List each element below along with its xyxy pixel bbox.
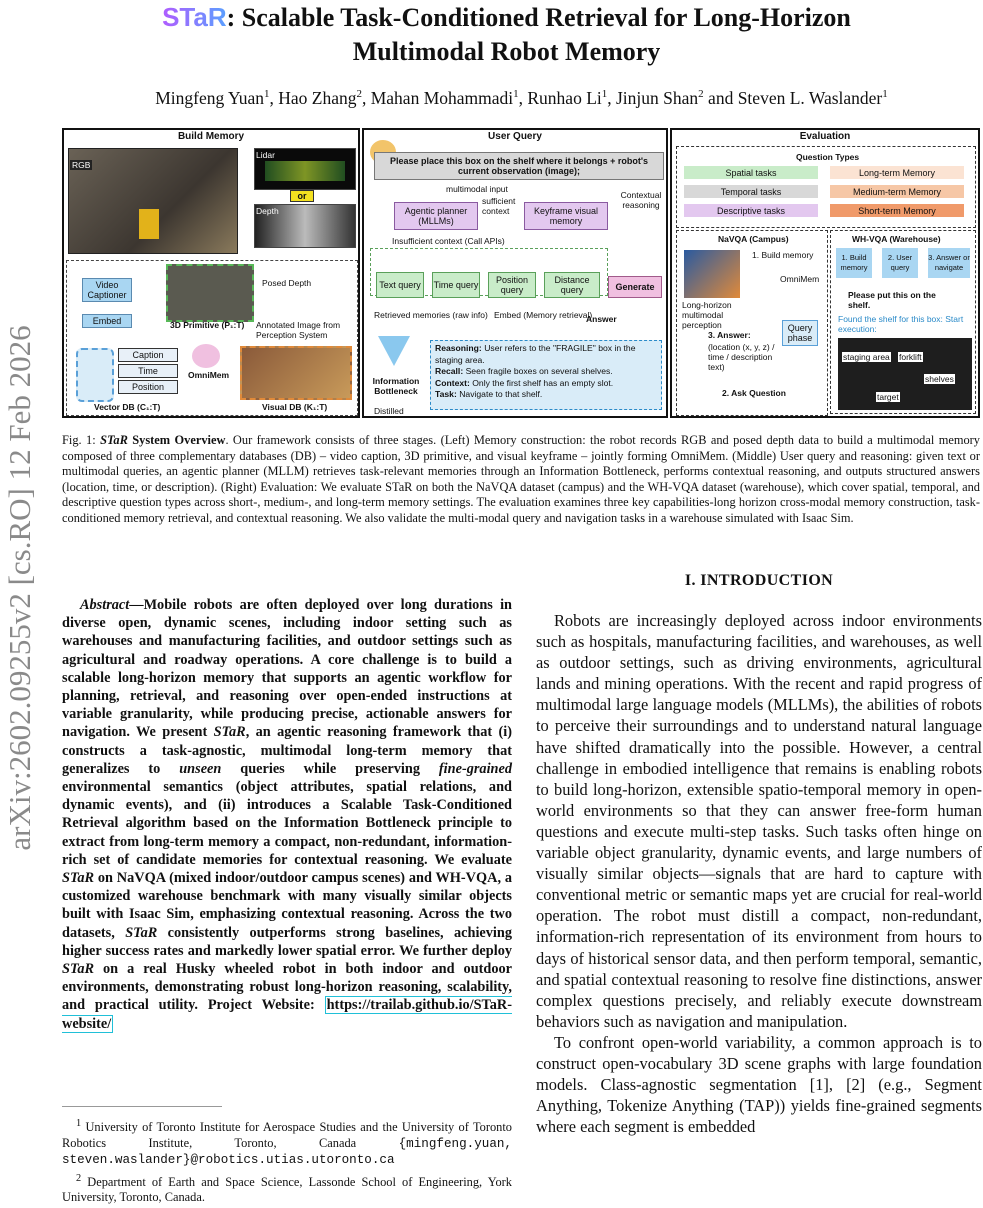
footnote-rule xyxy=(62,1106,222,1107)
affiliation-mark: 1 xyxy=(601,88,608,100)
evaluation-panel xyxy=(670,128,980,418)
author: Mingfeng Yuan xyxy=(155,87,264,108)
funnel-icon xyxy=(378,336,410,366)
navqa-label: NaVQA (Campus) xyxy=(718,234,789,244)
intro-paragraph-2: To confront open-world variability, a common approach is to construct open-vocabulary 3D scene graphs with large foundation models. Class-agnostic segmentation [1], [2] (e.g., Segment Anything, Tokenize Anything (TAP)) yields fine-grained segments where each segment is embedded xyxy=(536,1032,982,1137)
query-phase-box: Query phase xyxy=(782,320,818,346)
or-badge: or xyxy=(290,190,314,202)
rgb-image-stack xyxy=(68,148,238,254)
figure-1 xyxy=(62,128,980,420)
affiliation-mark: 1 xyxy=(263,88,270,100)
recall-label: Recall: xyxy=(435,366,464,376)
right-column xyxy=(536,570,982,1137)
omnimem-label: OmniMem xyxy=(188,370,230,380)
multimodal-input-label: multimodal input xyxy=(446,184,508,194)
star-name: STaR xyxy=(125,924,158,941)
title-line1: : Scalable Task-Conditioned Retrieval for Long-Horizon xyxy=(226,3,851,32)
query-text-box: Please place this box on the shelf where it belongs + robot's current observation (image); xyxy=(374,152,664,180)
star-name: STaR xyxy=(62,870,95,887)
agentic-planner-box: Agentic planner (MLLMs) xyxy=(394,202,478,230)
spatial-tasks-box: Spatial tasks xyxy=(684,166,818,179)
long-term-box: Long-term Memory xyxy=(830,166,964,179)
3d-primitive-image xyxy=(166,264,254,322)
footnote-1: $^1$ University of Toronto Institute for Aerospace Studies and the University of Toronto Robotics Institute, Toronto, Canada {mingfeng.yuan, steven.waslander}@robotics.utias.utoronto.ca xyxy=(62,1118,512,1168)
evaluation-title: Evaluation xyxy=(799,131,851,142)
put-this-label: Please put this on the shelf. xyxy=(848,290,936,310)
caption-name: STaR xyxy=(100,433,128,447)
footnote-2: $^2$ Department of Earth and Space Science, Lassonde School of Engineering, York University, Toronto, Canada. xyxy=(62,1172,512,1205)
task-label: Task: xyxy=(435,389,457,399)
build-memory-step: 1. Build memory xyxy=(752,250,814,260)
distance-query-box: Distance query xyxy=(544,272,600,298)
left-column xyxy=(62,596,512,1033)
caption-field: Caption xyxy=(118,348,178,362)
figure-caption xyxy=(62,433,980,527)
video-captioner-box: Video Captioner xyxy=(82,278,132,302)
answer-label: Answer xyxy=(586,314,617,324)
reasoning-box xyxy=(430,340,662,410)
position-field: Position xyxy=(118,380,178,394)
answer-step: 3. Answer: xyxy=(708,330,751,340)
build-memory-title: Build Memory xyxy=(177,131,245,142)
user-query-title: User Query xyxy=(488,131,542,142)
brain-icon xyxy=(192,344,220,368)
abstract: Abstract—Mobile robots are often deployed over long durations in diverse open, dynamic scenes, including indoor setting such as warehouses and manufacturing facilities, and outdoor settings such as agricultural and roadway operations. A core challenge is to build a scalable long-horizon memory that supports an agentic workflow for planning, retrieval, and reasoning over open-ended instructions at variable granularity, while producing precise, actionable answers for navigation. We present STaR, an agentic reasoning framework that (i) constructs a task-agnostic, multimodal long-term memory that generalizes to unseen queries while preserving fine-grained environmental semantics (object attributes, spatial relations, and dynamic events), and (ii) introduces a Scalable Task-Conditioned Retrieval algorithm based on the Information Bottleneck principle to extract from long-term memory a compact, non-redundant, information-rich set of candidate memories for contextual reasoning. We evaluate STaR on NaVQA (mixed indoor/outdoor campus scenes) and WH-VQA, a customized warehouse benchmark with many visually similar objects built with Isaac Sim, emphasizing contextual reasoning. Across the two datasets, STaR consistently outperforms strong baselines, achieving higher success rates and markedly lower spatial error. We further deploy STaR on a real Husky wheeled robot in both indoor and outdoor environments, demonstrating robust long-horizon reasoning, scalability, and practical utility. Project Website: https://trailab.github.io/STaR-website/ xyxy=(62,597,512,1032)
star-name: STaR xyxy=(62,961,95,978)
intro-paragraph-1: Robots are increasingly deployed across indoor environments such as hospitals, manufacturing facilities, and warehouses, as well as outdoor settings, such as driving environments, agricultural lands and mining operations. With the recent and rapid progress of multimodal large language models (MLLMs), the abilities of robots to perceive their surroundings and to understand natural language have shifted dramatically into the possible. However, a central challenge in embodied intelligence that remains is enabling robots to build long-horizon, extensible spatio-temporal memory in open-world environments so that they can answer free-form human questions and execute multi-step tasks. Such tasks often hinge on variable object granularity, dynamic events, and large numbers of visually similar objects—signals that are hard to capture with conventional metric or semantic maps yet are crucial for real-world operation. The robot must distill a compact, non-redundant, information-rich representation of its environment from hours to days of historical sensor data, and then perform temporal, semantic, and spatial contextual reasoning to resolve fine distinctions, answer complex questions precisely, and reliably execute downstream behaviors such as navigation and manipulation. xyxy=(536,611,982,1031)
wh-step-1: 1. Build memory xyxy=(836,248,872,278)
posed-depth-label: Posed Depth xyxy=(262,278,312,288)
author: Steven L. Waslander xyxy=(737,87,883,108)
distilled-label: Distilled xyxy=(374,406,404,416)
author: Jinjun Shan xyxy=(616,87,699,108)
caption-name-rest: System Overview xyxy=(127,433,226,447)
descriptive-tasks-box: Descriptive tasks xyxy=(684,204,818,217)
forklift-icon xyxy=(139,209,159,239)
3d-primitive-label: 3D Primitive (P₁:T) xyxy=(170,320,245,330)
build-memory-panel xyxy=(62,128,360,418)
omnimem-eval-label: OmniMem xyxy=(780,274,820,284)
wh-step-3: 3. Answer or navigate xyxy=(928,248,970,278)
title-brand: STaR xyxy=(162,2,227,32)
affiliation-mark: 1 xyxy=(513,88,519,100)
task-text: Navigate to that shelf. xyxy=(459,389,543,399)
temporal-tasks-box: Temporal tasks xyxy=(684,185,818,198)
insufficient-context-label: Insufficient context (Call APIs) xyxy=(392,236,505,246)
position-query-box: Position query xyxy=(488,272,536,298)
recall-text: Seen fragile boxes on several shelves. xyxy=(465,366,613,376)
author: Hao Zhang xyxy=(278,87,357,108)
project-website-link[interactable]: https://trailab.github.io/STaR-website/ xyxy=(62,997,512,1032)
affiliation-mark: 2 xyxy=(356,88,362,100)
generate-box: Generate xyxy=(608,276,662,298)
author-emails: {mingfeng.yuan, steven.waslander}@robotics.utias.utoronto.ca xyxy=(62,1136,512,1168)
context-text: Only the first shelf has an empty slot. xyxy=(472,377,614,388)
target-label: target xyxy=(877,392,899,402)
embed-memory-label: Embed (Memory retrieval) xyxy=(494,310,593,320)
whvqa-label: WH-VQA (Warehouse) xyxy=(852,234,941,244)
shelves-label: shelves xyxy=(925,374,954,384)
visual-db-label: Visual DB (K₁:T) xyxy=(262,402,328,412)
found-shelf-label: Found the shelf for this box: Start execution: xyxy=(838,314,964,334)
rgb-label: RGB xyxy=(72,160,91,170)
depth-label: Depth xyxy=(256,206,279,216)
long-horizon-label: Long-horizon multimodal perception xyxy=(682,300,732,330)
footnotes xyxy=(62,1116,512,1208)
staging-area-label: staging area xyxy=(843,352,890,362)
campus-image-stack xyxy=(684,250,740,298)
retrieved-memories-label: Retrieved memories (raw info) xyxy=(374,310,488,320)
author: Mahan Mohammadi xyxy=(370,87,514,108)
reasoning-label: Reasoning: xyxy=(435,343,482,353)
star-name: STaR xyxy=(213,724,246,741)
user-query-panel xyxy=(362,128,668,418)
embed-box: Embed xyxy=(82,314,132,328)
lidar-label: Lidar xyxy=(256,150,275,160)
reasoning-text: User refers to the "FRAGILE" box in the staging area. xyxy=(435,343,636,365)
database-icon xyxy=(76,348,114,402)
forklift-label: forklift xyxy=(899,352,922,362)
ask-question-step: 2. Ask Question xyxy=(722,388,786,398)
medium-term-box: Medium-term Memory xyxy=(830,185,964,198)
author-list: Mingfeng Yuan$^1$, Hao Zhang$^2$, Mahan Mohammadi$^1$, Runhao Li$^1$, Jinjun Shan$^2$ and Steven L. Waslander$^1$ xyxy=(155,87,888,108)
annotated-image-label: Annotated Image from Perception System xyxy=(256,320,341,340)
time-field: Time xyxy=(118,364,178,378)
section-heading-introduction: I. INTRODUCTION xyxy=(684,572,834,589)
context-label: Context: xyxy=(435,377,470,388)
paper-title xyxy=(90,0,923,69)
arxiv-stamp: arXiv:2602.09255v2 [cs.RO] 12 Feb 2026 xyxy=(2,325,37,851)
question-types-label: Question Types xyxy=(796,152,860,162)
vector-db-label: Vector DB (C₁:T) xyxy=(94,402,161,412)
affiliation-mark: 1 xyxy=(882,88,888,100)
time-query-box: Time query xyxy=(432,272,480,298)
author: Runhao Li xyxy=(527,87,602,108)
visual-db-image xyxy=(240,346,352,400)
wh-step-2: 2. User query xyxy=(882,248,918,278)
short-term-box: Short-term Memory xyxy=(830,204,964,217)
contextual-reasoning-label: Contextual reasoning xyxy=(620,190,662,210)
title-line2: Multimodal Robot Memory xyxy=(352,37,661,66)
information-bottleneck-label: Information Bottleneck xyxy=(372,376,420,396)
figure-label: Fig. 1: xyxy=(62,433,96,447)
keyframe-memory-box: Keyframe visual memory xyxy=(524,202,608,230)
abstract-lead: Abstract xyxy=(80,597,130,613)
caption-text: . Our framework consists of three stages. (Left) Memory construction: the robot records RGB and posed depth data to build a multimodal memory composed of three complementary databases (DB) – video caption, 3D primitive, and visual keyframe – jointly forming OmniMem. (Middle) User query and reasoning: given text or multimodal queries, an agentic planner (MLLM) retrieves task-relevant memories through an Information Bottleneck, performs contextual reasoning, and outputs structured answers (location, time, or description). (Right) Evaluation: We evaluate STaR on both the NaVQA dataset (campus) and the WH-VQA dataset (warehouse), which cover spatial, temporal, and descriptive question types across short-, medium-, and long-term memory settings. The evaluation examines three key capabilities-long horizon cross-modal memory construction, task-conditioned memory retrieval, and contextual reasoning. We also validate the multi-modal query and navigation tasks in a warehouse simulated with Isaac Sim. xyxy=(62,433,980,525)
sufficient-context-label: sufficient context xyxy=(482,196,516,216)
answer-detail: (location (x, y, z) / time / description text) xyxy=(708,342,775,372)
affiliation-mark: 2 xyxy=(698,88,704,100)
text-query-box: Text query xyxy=(376,272,424,298)
